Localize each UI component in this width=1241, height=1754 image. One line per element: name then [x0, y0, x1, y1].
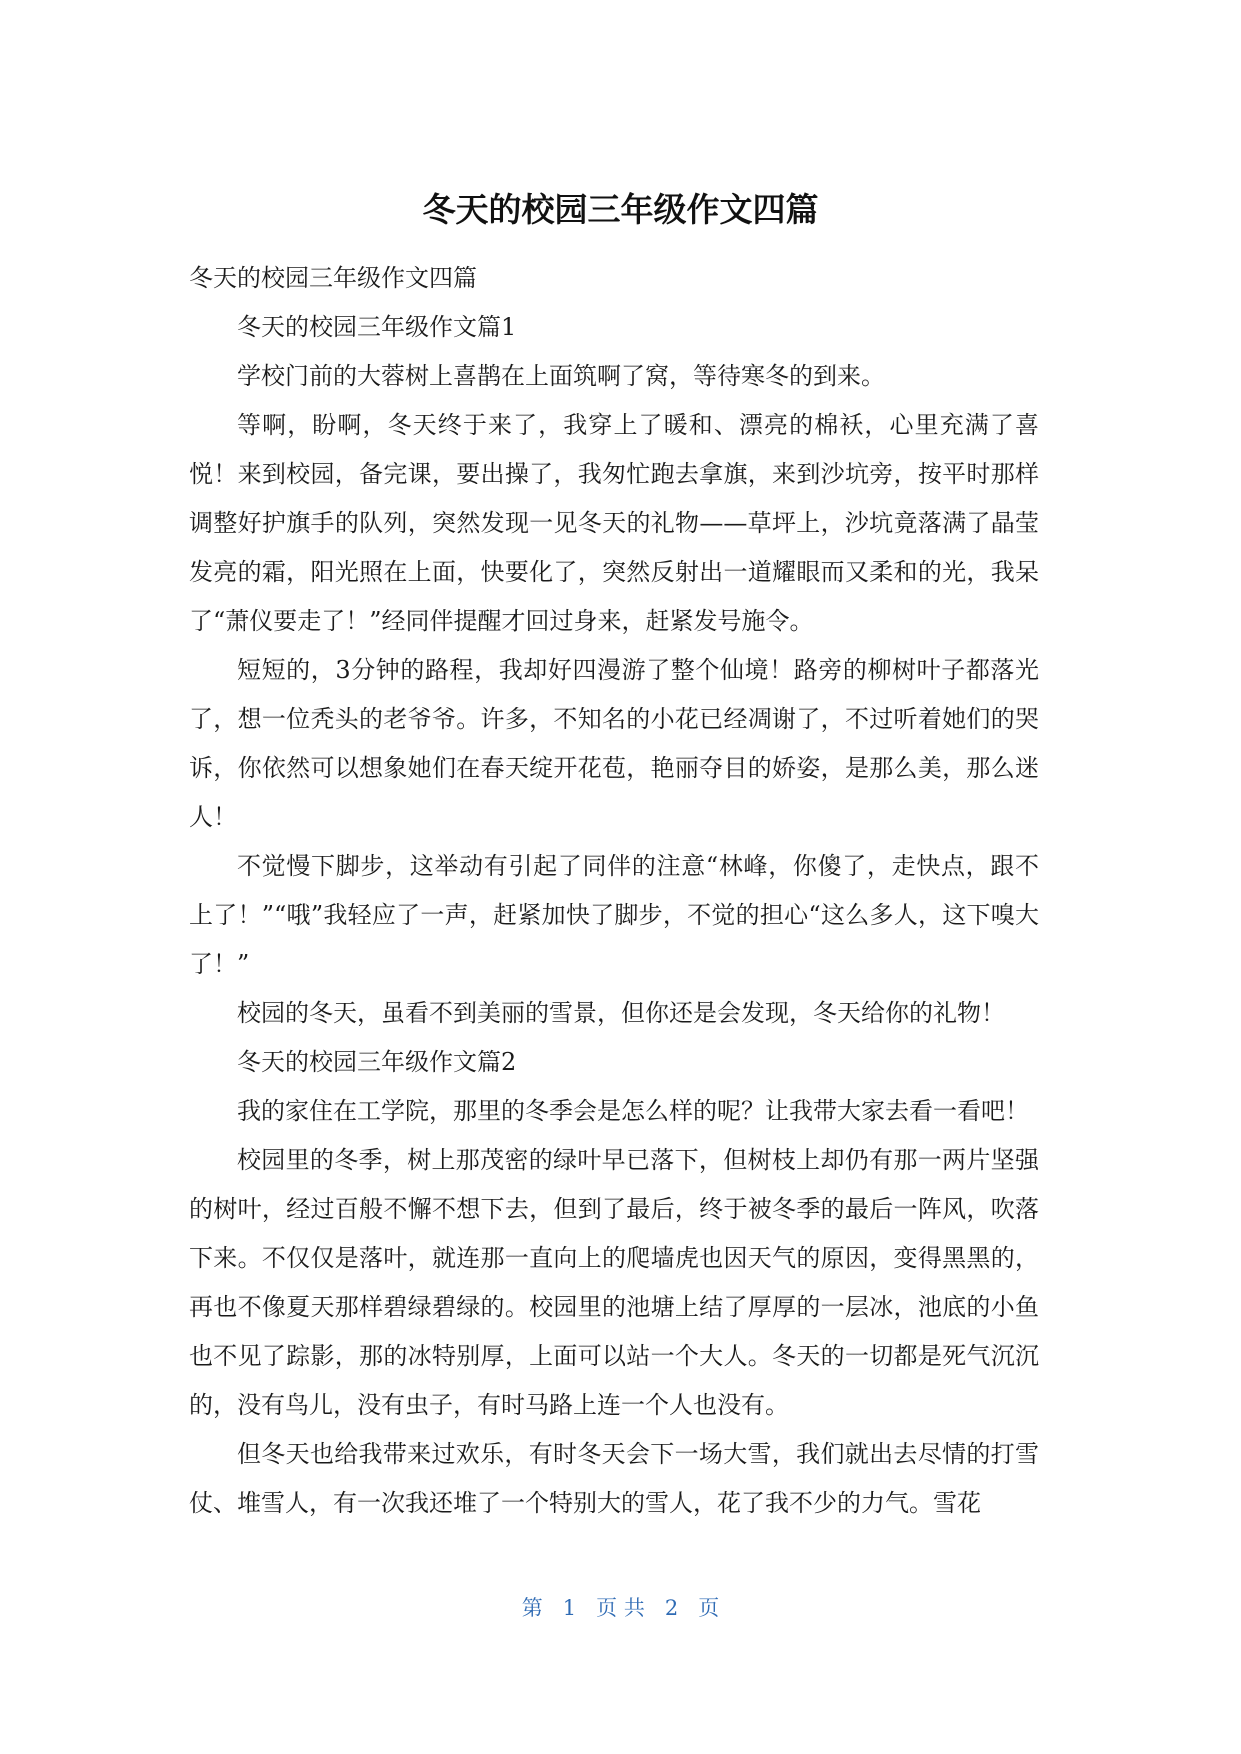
paragraph: 冬天的校园三年级作文四篇	[189, 264, 477, 292]
paragraph: 校园的冬天，虽看不到美丽的雪景，但你还是会发现，冬天给你的礼物！	[237, 999, 1005, 1027]
paragraph: 但冬天也给我带来过欢乐，有时冬天会下一场大雪，我们就出去尽情的打雪仗、堆雪人，有一次我还堆了一个特别大的雪人，花了我不少的力气。雪花	[189, 1440, 1039, 1517]
paragraph: 等啊，盼啊，冬天终于来了，我穿上了暖和、漂亮的棉袄，心里充满了喜悦！来到校园，备完课，要出操了，我匆忙跑去拿旗，来到沙坑旁，按平时那样调整好护旗手的队列，突然发现一见冬天的礼物——草坪上，沙坑竟落满了晶莹发亮的霜，阳光照在上面，快要化了，突然反射出一道耀眼而又柔和的光，我呆了“萧仪要走了！”经同伴提醒才回过身来，赶紧发号施令。	[189, 411, 1039, 635]
footer-label-end: 页	[698, 1596, 720, 1620]
paragraph: 不觉慢下脚步，这举动有引起了同伴的注意“林峰，你傻了，走快点，跟不上了！”“哦”我轻应了一声，赶紧加快了脚步，不觉的担心“这么多人，这下嗅大了！”	[189, 852, 1039, 978]
paragraph: 短短的，3分钟的路程，我却好四漫游了整个仙境！路旁的柳树叶子都落光了，想一位秃头的老爷爷。许多，不知名的小花已经凋谢了，不过听着她们的哭诉，你依然可以想象她们在春天绽开花苞，艳丽夺目的娇姿，是那么美，那么迷人！	[189, 656, 1039, 831]
document-title: 冬天的校园三年级作文四篇	[422, 190, 819, 229]
paragraph: 学校门前的大蓉树上喜鹊在上面筑啊了窝，等待寒冬的到来。	[237, 362, 885, 390]
paragraph: 我的家住在工学院，那里的冬季会是怎么样的呢？让我带大家去看一看吧！	[237, 1097, 1029, 1125]
footer-label-of: 页 共	[596, 1596, 645, 1620]
section-heading: 冬天的校园三年级作文篇2	[237, 1048, 517, 1076]
footer-label-page: 第	[521, 1596, 543, 1620]
section-heading: 冬天的校园三年级作文篇1	[237, 313, 517, 341]
page-footer	[0, 1593, 1241, 1623]
document-body	[189, 254, 1039, 1528]
footer-total-pages: 2	[664, 1596, 679, 1620]
paragraph: 校园里的冬季，树上那茂密的绿叶早已落下，但树枝上却仍有那一两片坚强的树叶，经过百般不懈不想下去，但到了最后，终于被冬季的最后一阵风，吹落下来。不仅仅是落叶，就连那一直向上的爬墙虎也因天气的原因，变得黑黑的，再也不像夏天那样碧绿碧绿的。校园里的池塘上结了厚厚的一层冰，池底的小鱼也不见了踪影，那的冰特别厚，上面可以站一个大人。冬天的一切都是死气沉沉的，没有鸟儿，没有虫子，有时马路上连一个人也没有。	[189, 1146, 1039, 1419]
footer-current-page: 1	[562, 1596, 577, 1620]
